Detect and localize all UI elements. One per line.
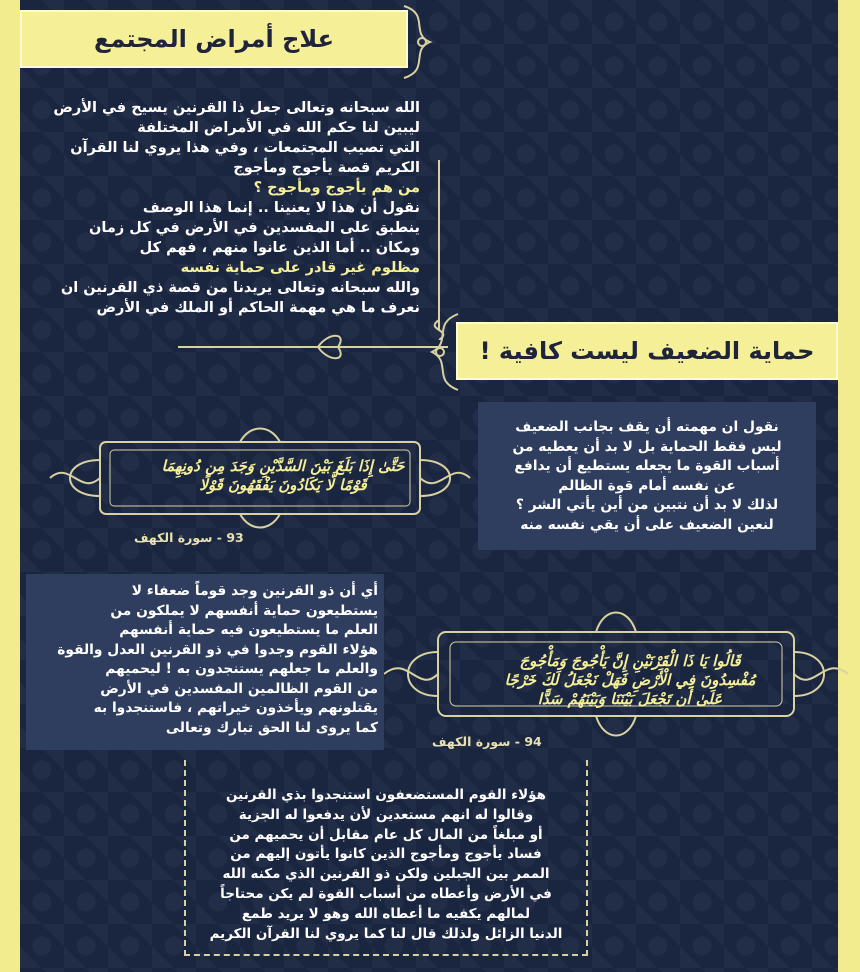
ornament-divider-horizontal [178,332,458,362]
text-line: لذلك لا بد أن نتبين من أين يأتي الشر ؟ [515,497,779,513]
verse-line: مُفْسِدُونَ فِي الْأَرْضِ فَهَلْ نَجْعَلُ لَكَ خَرْجًا [504,671,756,689]
text-line: هؤلاء القوم المستضعفون استنجدوا بذي القرنين [226,787,546,803]
text-line: لمالهم يكفيه ما أعطاه الله وهو لا يريد طمع [241,905,531,922]
text-line: العلم ما يستطيعون فيه حماية أنفسهم [119,622,378,638]
verse-line: قَالُوا يَا ذَا الْقَرْنَيْنِ إِنَّ يَأْجُوجَ وَمَأْجُوجَ [519,652,741,670]
text-line: ومكان .. أما الذين عانوا منهم ، فهم كل [139,240,420,256]
right-border [838,0,860,972]
verse-line: قَوْمًا لَّا يَكَادُونَ يَفْقَهُونَ قَوْلًا [199,476,367,494]
text-line: عن نفسه أمام قوة الظالم [558,477,736,494]
section1-title: علاج أمراض المجتمع [93,25,335,53]
text-line: أي أن ذو القرنين وجد قوماً ضعفاء لا [131,583,378,599]
text-line: ينطبق على المفسدين في الأرض في كل زمان [89,220,420,236]
section2-title-banner [456,322,838,380]
explanation-box-1 [478,402,816,550]
text-line: لنعين الضعيف على أن يقي نفسه منه [520,516,774,533]
text-line: الله سبحانه وتعالى جعل ذا القرنين يسيح في الأرض [53,100,420,116]
text-line: الكريم قصة يأجوج ومأجوج [233,160,420,176]
text-line: يستطيعون حماية أنفسهم لا يملكون من [110,602,378,619]
text-line: والعلم ما جعلهم يستنجدون به ! ليحميهم [105,661,378,677]
text-line: من القوم الظالمين المفسدين في الأرض [100,680,378,697]
verse-line: عَلَىٰ أَن تَجْعَلَ بَيْنَنَا وَبَيْنَهُمْ سَدًّا [537,690,723,708]
highlight-line: مظلوم غير قادر على حماية نفسه [180,260,420,276]
text-line: فساد يأجوج ومأجوج الذين كانوا يأتون إليهم من [230,846,542,863]
verse-reference-93: 93 - سورة الكهف [134,530,244,545]
text-line: نقول ان مهمته أن يقف بجانب الضعيف [515,419,779,435]
left-border [0,0,20,972]
section2-title: حماية الضعيف ليست كافية ! [479,337,815,365]
text-line: هؤلاء القوم وجدوا في ذو القرنين العدل والقوة [57,641,378,658]
quran-verse-94 [420,652,840,709]
text-line: أو مبلغاً من المال كل عام مقابل أن يحميهم من [229,826,543,843]
verse-reference-94: 94 - سورة الكهف [432,734,542,749]
section1-title-banner [20,10,408,68]
text-line: ليبين لنا حكم الله في الأمراض المختلفة [137,120,420,136]
section1-text [42,98,420,318]
text-line: الممر بين الجبلين ولكن ذو القرنين الذي مكنه الله [222,866,550,883]
text-line: يقتلونهم ويأخذون خيراتهم ، فاستنجدوا به [93,700,378,716]
explanation-box-2 [26,574,384,750]
text-line: في الأرض وأعطاه من أسباب القوة لم يكن محتاجاً [220,885,552,902]
verse-line: حَتَّىٰ إِذَا بَلَغَ بَيْنَ السَّدَّيْنِ وَجَدَ مِن دُونِهِمَا [161,457,405,475]
text-line: ليس فقط الحماية بل لا بد أن يعطيه من [512,438,782,455]
text-line: كما يروى لنا الحق تبارك وتعالى [165,719,378,736]
text-line: الدنيا الزائل ولذلك قال لنا كما يروي لنا القرآن الكريم [209,925,563,942]
quran-verse-93 [118,457,448,495]
text-line: نعرف ما هي مهمة الحاكم أو الملك في الأرض [96,300,420,316]
text-line: نقول أن هذا لا يعنينا .. إنما هذا الوصف [142,200,420,216]
question-line: من هم يأجوج ومأجوج ؟ [253,180,420,196]
text-line: أسباب القوة ما يجعله يستطيع أن يدافع [514,458,780,474]
text-line: وقالوا له انهم مستعدين لأن يدفعوا له الجزية [238,806,534,823]
text-line: التي تصيب المجتمعات ، وفي هذا يروي لنا القرآن [70,140,420,156]
text-line: والله سبحانه وتعالى يريدنا من قصة ذي القرنين ان [60,280,420,296]
explanation-box-3 [184,760,588,956]
